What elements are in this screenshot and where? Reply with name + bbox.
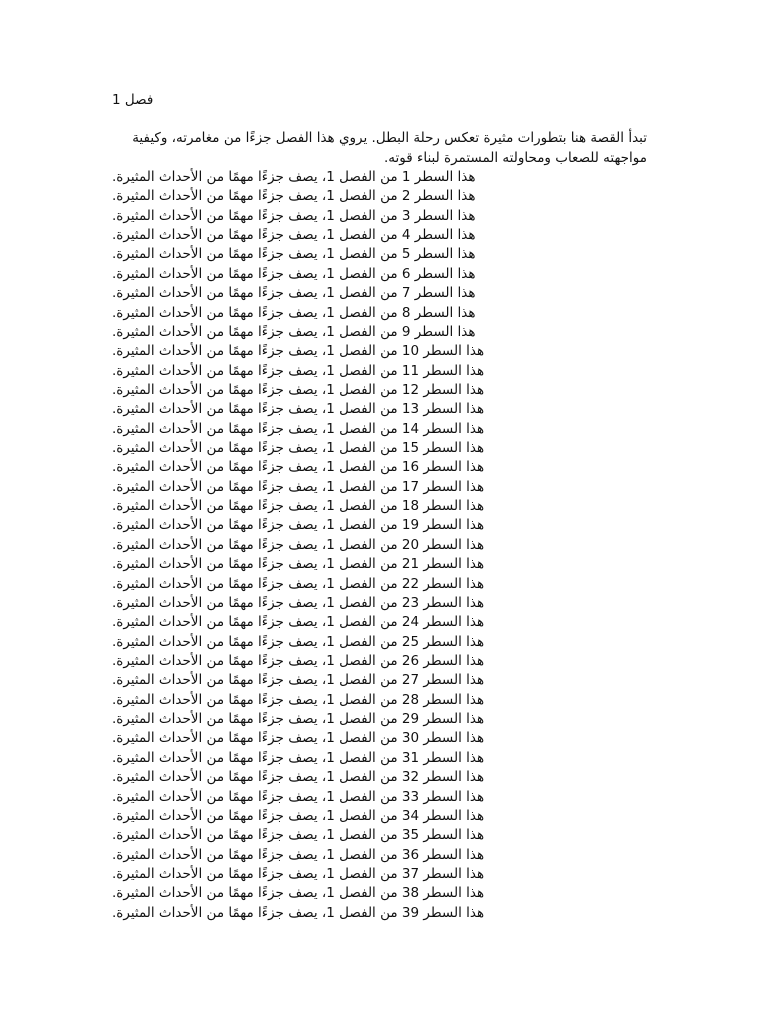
line-36: هذا السطر 36 من الفصل 1، يصف جزءًا مهمًا من الأحداث المثيرة. bbox=[112, 846, 485, 863]
line-15: هذا السطر 15 من الفصل 1، يصف جزءًا مهمًا من الأحداث المثيرة. bbox=[112, 440, 485, 457]
line-1: هذا السطر 1 من الفصل 1، يصف جزءًا مهمًا من الأحداث المثيرة. bbox=[112, 169, 476, 185]
line-19: هذا السطر 19 من الفصل 1، يصف جزءًا مهمًا من الأحداث المثيرة. bbox=[112, 517, 485, 534]
intro-paragraph: تبدأ القصة هنا بتطورات مثيرة تعكس رحلة البطل. يروي هذا الفصل جزءًا من مغامرته، وكيفية مواجهته للصعاب ومحاولته المستمرة لبناء قوته. bbox=[132, 130, 647, 166]
line-17: هذا السطر 17 من الفصل 1، يصف جزءًا مهمًا من الأحداث المثيرة. bbox=[112, 478, 485, 495]
line-18: هذا السطر 18 من الفصل 1، يصف جزءًا مهمًا من الأحداث المثيرة. bbox=[112, 498, 485, 515]
line-22: هذا السطر 22 من الفصل 1، يصف جزءًا مهمًا من الأحداث المثيرة. bbox=[112, 575, 485, 592]
line-29: هذا السطر 29 من الفصل 1، يصف جزءًا مهمًا من الأحداث المثيرة. bbox=[112, 711, 485, 728]
line-20: هذا السطر 20 من الفصل 1، يصف جزءًا مهمًا من الأحداث المثيرة. bbox=[112, 536, 485, 553]
line-38: هذا السطر 38 من الفصل 1، يصف جزءًا مهمًا من الأحداث المثيرة. bbox=[112, 885, 485, 902]
line-3: هذا السطر 3 من الفصل 1، يصف جزءًا مهمًا من الأحداث المثيرة. bbox=[112, 207, 476, 224]
line-25: هذا السطر 25 من الفصل 1، يصف جزءًا مهمًا من الأحداث المثيرة. bbox=[112, 633, 485, 650]
line-5: هذا السطر 5 من الفصل 1، يصف جزءًا مهمًا من الأحداث المثيرة. bbox=[112, 246, 476, 263]
line-28: هذا السطر 28 من الفصل 1، يصف جزءًا مهمًا من الأحداث المثيرة. bbox=[112, 691, 485, 708]
line-12: هذا السطر 12 من الفصل 1، يصف جزءًا مهمًا من الأحداث المثيرة. bbox=[112, 381, 485, 398]
line-30: هذا السطر 30 من الفصل 1، يصف جزءًا مهمًا من الأحداث المثيرة. bbox=[112, 730, 485, 747]
line-26: هذا السطر 26 من الفصل 1، يصف جزءًا مهمًا من الأحداث المثيرة. bbox=[112, 652, 485, 669]
chapter-title: فصل 1 bbox=[112, 92, 154, 108]
line-23: هذا السطر 23 من الفصل 1، يصف جزءًا مهمًا من الأحداث المثيرة. bbox=[112, 594, 485, 611]
line-4: هذا السطر 4 من الفصل 1، يصف جزءًا مهمًا من الأحداث المثيرة. bbox=[112, 227, 476, 244]
line-39: هذا السطر 39 من الفصل 1، يصف جزءًا مهمًا من الأحداث المثيرة. bbox=[112, 904, 485, 921]
line-31: هذا السطر 31 من الفصل 1، يصف جزءًا مهمًا من الأحداث المثيرة. bbox=[112, 749, 485, 766]
line-2: هذا السطر 2 من الفصل 1، يصف جزءًا مهمًا من الأحداث المثيرة. bbox=[112, 188, 476, 205]
line-32: هذا السطر 32 من الفصل 1، يصف جزءًا مهمًا من الأحداث المثيرة. bbox=[112, 769, 485, 786]
line-14: هذا السطر 14 من الفصل 1، يصف جزءًا مهمًا من الأحداث المثيرة. bbox=[112, 420, 485, 437]
line-7: هذا السطر 7 من الفصل 1، يصف جزءًا مهمًا من الأحداث المثيرة. bbox=[112, 285, 476, 302]
line-34: هذا السطر 34 من الفصل 1، يصف جزءًا مهمًا من الأحداث المثيرة. bbox=[112, 807, 485, 824]
line-10: هذا السطر 10 من الفصل 1، يصف جزءًا مهمًا من الأحداث المثيرة. bbox=[112, 343, 485, 360]
line-9: هذا السطر 9 من الفصل 1، يصف جزءًا مهمًا من الأحداث المثيرة. bbox=[112, 323, 476, 340]
line-13: هذا السطر 13 من الفصل 1، يصف جزءًا مهمًا من الأحداث المثيرة. bbox=[112, 401, 485, 418]
chapter-lines bbox=[112, 168, 647, 923]
line-21: هذا السطر 21 من الفصل 1، يصف جزءًا مهمًا من الأحداث المثيرة. bbox=[112, 556, 485, 573]
line-33: هذا السطر 33 من الفصل 1، يصف جزءًا مهمًا من الأحداث المثيرة. bbox=[112, 788, 485, 805]
line-8: هذا السطر 8 من الفصل 1، يصف جزءًا مهمًا من الأحداث المثيرة. bbox=[112, 304, 476, 321]
line-35: هذا السطر 35 من الفصل 1، يصف جزءًا مهمًا من الأحداث المثيرة. bbox=[112, 827, 485, 844]
line-11: هذا السطر 11 من الفصل 1، يصف جزءًا مهمًا من الأحداث المثيرة. bbox=[112, 362, 485, 379]
line-27: هذا السطر 27 من الفصل 1، يصف جزءًا مهمًا من الأحداث المثيرة. bbox=[112, 672, 485, 689]
line-6: هذا السطر 6 من الفصل 1، يصف جزءًا مهمًا من الأحداث المثيرة. bbox=[112, 265, 476, 282]
line-24: هذا السطر 24 من الفصل 1، يصف جزءًا مهمًا من الأحداث المثيرة. bbox=[112, 614, 485, 631]
line-37: هذا السطر 37 من الفصل 1، يصف جزءًا مهمًا من الأحداث المثيرة. bbox=[112, 865, 485, 882]
line-16: هذا السطر 16 من الفصل 1، يصف جزءًا مهمًا من الأحداث المثيرة. bbox=[112, 459, 485, 476]
